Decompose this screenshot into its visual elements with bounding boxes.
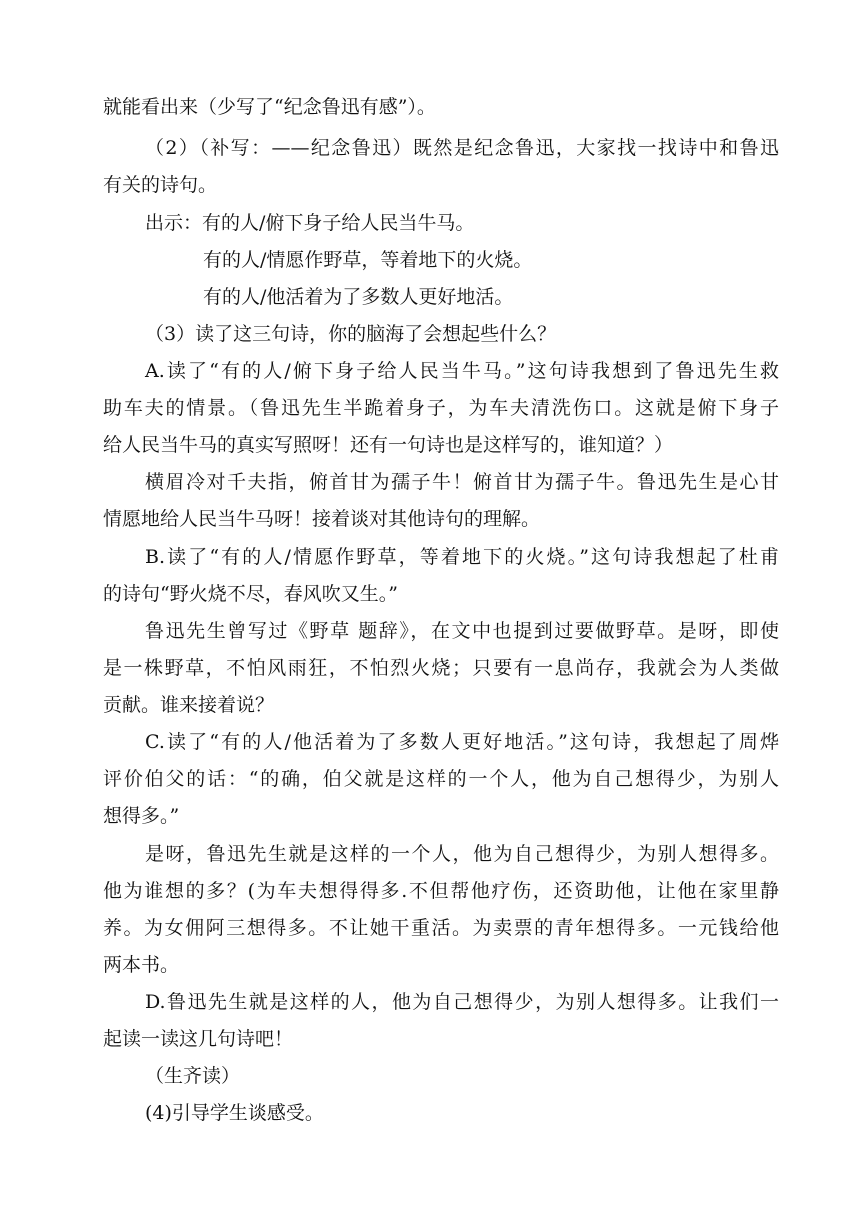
- text-line: 横眉冷对千夫指，俯首甘为孺子牛！俯首甘为孺子牛。鲁迅先生是心甘: [145, 471, 779, 493]
- text-line: 想得多。”: [103, 805, 180, 827]
- text-line: 评价伯父的话：“的确，伯父就是这样的一个人，他为自己想得少，为别人: [103, 768, 779, 790]
- text-line: 情愿地给人民当牛马呀！接着谈对其他诗句的理解。: [103, 508, 541, 530]
- text-line: 有的人/他活着为了多数人更好地活。: [203, 286, 514, 308]
- text-line: 有关的诗句。: [103, 174, 218, 196]
- text-line: D.鲁迅先生就是这样的人，他为自己想得少，为别人想得多。让我们一: [145, 991, 779, 1013]
- text-line: 出示：有的人/俯下身子给人民当牛马。: [145, 212, 475, 234]
- text-line: 的诗句“野火烧不尽，春风吹又生。”: [103, 583, 398, 605]
- text-line: 是一株野草，不怕风雨狂，不怕烈火烧；只要有一息尚存，我就会为人类做: [103, 657, 779, 679]
- text-line: 有的人/情愿作野草，等着地下的火烧。: [203, 249, 533, 271]
- text-line: B.读了“有的人/情愿作野草，等着地下的火烧。”这句诗我想起了杜甫: [145, 546, 779, 568]
- text-line: （2）（补写：——纪念鲁迅）既然是纪念鲁迅，大家找一找诗中和鲁迅: [145, 137, 779, 159]
- text-line: (4)引导学生谈感受。: [145, 1102, 324, 1124]
- text-line: 助车夫的情景。（鲁迅先生半跪着身子，为车夫清洗伤口。这就是俯下身子: [103, 397, 779, 419]
- text-line: 是呀，鲁迅先生就是这样的一个人，他为自己想得少，为别人想得多。: [145, 843, 779, 865]
- text-line: 起读一读这几句诗吧！: [103, 1028, 294, 1050]
- text-line: 他为谁想的多？(为车夫想得得多.不但帮他疗伤，还资助他，让他在家里静: [103, 880, 779, 902]
- text-line: C.读了“有的人/他活着为了多数人更好地活。”这句诗，我想起了周烨: [145, 731, 779, 753]
- text-line: （生齐读）: [145, 1065, 241, 1087]
- text-line: A.读了“有的人/俯下身子给人民当牛马。”这句诗我想到了鲁迅先生救: [145, 360, 779, 382]
- text-line: 就能看出来（少写了“纪念鲁迅有感”）。: [103, 96, 436, 118]
- text-line: 贡献。谁来接着说？: [103, 694, 275, 716]
- text-line: 鲁迅先生曾写过《野草 题辞》，在文中也提到过要做野草。是呀，即使: [145, 620, 779, 642]
- text-line: 养。为女佣阿三想得多。不让她干重活。为卖票的青年想得多。一元钱给他: [103, 917, 779, 939]
- text-line: 给人民当牛马的真实写照呀！还有一句诗也是这样写的，谁知道？）: [103, 434, 674, 456]
- text-line: （3）读了这三句诗，你的脑海了会想起些什么？: [145, 323, 557, 345]
- text-line: 两本书。: [103, 954, 180, 976]
